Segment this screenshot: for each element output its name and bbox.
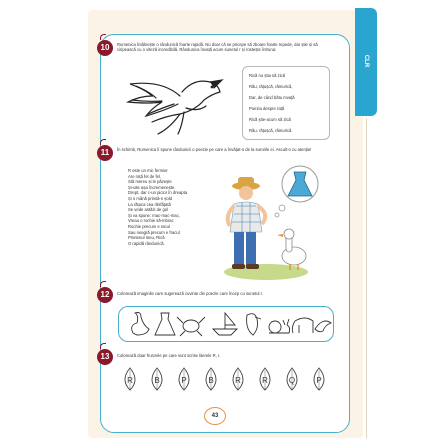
leaf-letter: R xyxy=(235,376,241,385)
leaf-letter: Q xyxy=(288,376,296,385)
farmer-illustration xyxy=(222,162,334,280)
leaf-letter: R xyxy=(262,376,268,385)
poem-box-line: Rău, rățușcă, rămurică, xyxy=(249,84,293,89)
farmer-poem xyxy=(128,168,187,246)
leaf-letter: B xyxy=(208,376,214,385)
page-number: 43 xyxy=(204,407,226,425)
boat-icon[interactable] xyxy=(213,313,237,335)
dolphin-icon[interactable] xyxy=(315,321,331,332)
elephant-icon[interactable] xyxy=(292,318,313,333)
poem-line: La rățuca cea răsfățată xyxy=(128,201,171,207)
exercise-13-instruction: Colorează doar frunzele pe care sunt scrise literele R, r. xyxy=(117,353,221,358)
exercise-number-11: 11 xyxy=(97,145,113,161)
poem-line: Și va spune: mac-mac-mac, xyxy=(128,212,180,218)
leaf-letter: R xyxy=(127,376,133,385)
poem-box-line: Poezia despre rață xyxy=(249,106,285,111)
leaf-icon[interactable] xyxy=(206,368,216,390)
exercise-number-12: 12 xyxy=(97,287,113,303)
poem-line: Drept, dar c-un picior în dreapta xyxy=(128,190,188,196)
poem-line: Are rață fel de fel, xyxy=(128,173,162,179)
poem-line: Prietenul meu, Rică xyxy=(128,235,165,241)
exercise-11-instruction: În schimb, Rumenica îi spune rândunicii o poezie pe care a învățat-o de la surorile ei. Ascult-o cu atenție! xyxy=(117,147,312,152)
coloring-images-row xyxy=(118,306,334,342)
poem-line: Și o mână prinsă-n șold xyxy=(128,195,172,201)
bird-eye xyxy=(211,86,214,89)
parrot-icon[interactable] xyxy=(247,314,261,335)
leaf-letter: B xyxy=(154,376,160,385)
page-edge-line xyxy=(366,118,367,438)
snail-icon[interactable] xyxy=(269,319,290,333)
leaves-row xyxy=(118,366,338,392)
side-tab-label: CLR xyxy=(363,54,369,68)
poem-box-line: Rică știe-acum să zică xyxy=(249,117,291,122)
poem-box-line: Rică nu știa să zică xyxy=(249,73,286,78)
exercise-number-10: 10 xyxy=(97,40,113,56)
leaf-icon[interactable] xyxy=(152,368,162,390)
leaf-icon[interactable] xyxy=(179,368,189,390)
goose-icon[interactable] xyxy=(132,313,149,336)
chapter-side-tab[interactable] xyxy=(355,8,377,116)
crab-icon[interactable] xyxy=(177,317,205,336)
exercise-number-13: 13 xyxy=(97,349,113,365)
poem-box-line: Rău, rățușcă, rămurică. xyxy=(249,128,293,133)
poem-box xyxy=(242,66,330,140)
exercise-12-instruction: Colorează imaginile care sugerează cuvinte din poezie care încep cu sunetul r. xyxy=(117,291,263,296)
poem-line: Vreau o rochie să-mbrac xyxy=(128,218,174,224)
dress-outline-icon[interactable] xyxy=(155,313,175,335)
poem-line: Și-uite așa încremenește. xyxy=(128,184,176,190)
poem-line: Stă mereu și le păzește xyxy=(128,179,172,185)
poem-box-line: Dar, de când bătu mvață xyxy=(249,95,295,100)
poem-line: Se vede astăzi de gol xyxy=(128,207,169,213)
leaf-icon[interactable] xyxy=(287,368,297,390)
swallow-illustration xyxy=(122,70,230,138)
leaf-icon[interactable] xyxy=(125,368,135,390)
poem-line: R este un mic fermier xyxy=(128,168,168,173)
poem-line: Rochie precum e racul xyxy=(128,223,170,229)
leaf-icon[interactable] xyxy=(233,368,243,390)
poem-line: O rapidă rândunică. xyxy=(128,240,165,246)
leaf-letter: P xyxy=(181,376,187,385)
leaf-letter: P xyxy=(316,376,322,385)
poem-line: Sau neagră precum e fracul xyxy=(128,229,180,235)
duck-icon xyxy=(282,247,306,265)
exercise-10-instruction: Rumenica întâlnește o rândunică foarte rapidă. Nu doar că se pricepe să zboare foarte repede, dar știe și să ciripească cu o viteză incredibilă. Rândunica învață acum sunetul r și rostește întruna: xyxy=(117,42,318,53)
leaf-icon[interactable] xyxy=(260,368,270,390)
leaf-icon[interactable] xyxy=(314,368,324,390)
